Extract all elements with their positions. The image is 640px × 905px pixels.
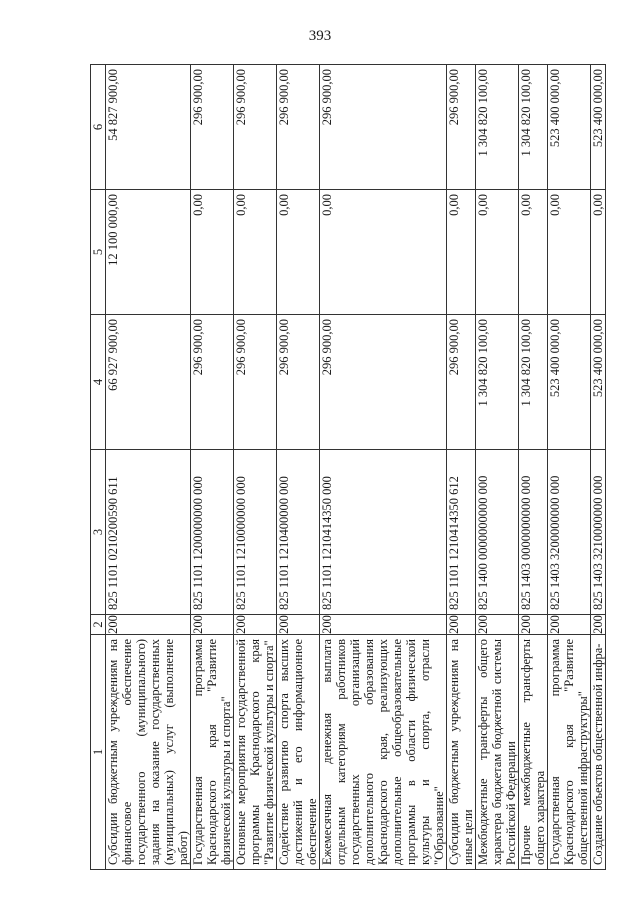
row-value-4: 1 304 820 100,00: [476, 315, 519, 450]
row-value-6: 296 900,00: [234, 65, 277, 190]
table-body: [106, 65, 606, 870]
row-budget-code: 825 1403 3210000000 000: [591, 450, 606, 615]
row-value-5: 0,00: [277, 190, 320, 315]
table-row: [476, 65, 519, 870]
row-col-2: 200: [320, 615, 447, 635]
row-col-2: 200: [548, 615, 591, 635]
row-budget-code: 825 1101 1210400000 000: [277, 450, 320, 615]
row-value-6: 523 400 000,00: [548, 65, 591, 190]
row-col-2: 200: [476, 615, 519, 635]
rotated-table-area: [90, 65, 610, 870]
row-col-2: 200: [191, 615, 234, 635]
row-value-4: 523 400 000,00: [548, 315, 591, 450]
header-row: [91, 65, 106, 870]
row-budget-code: 825 1101 1210414350 612: [447, 450, 476, 615]
row-col-2: 200: [277, 615, 320, 635]
row-budget-code: 825 1101 1210000000 000: [234, 450, 277, 615]
table-row: [234, 65, 277, 870]
table-row: [519, 65, 548, 870]
row-col-2: 200: [447, 615, 476, 635]
row-value-4: 1 304 820 100,00: [519, 315, 548, 450]
row-description: Субсидии бюджетным учреждениям на иные цели: [447, 635, 476, 870]
row-value-4: 296 900,00: [277, 315, 320, 450]
row-budget-code: 825 1403 0000000000 000: [519, 450, 548, 615]
table-row: [548, 65, 591, 870]
row-description: Государственная программа Краснодарского края "Развитие физической культуры и спорта": [191, 635, 234, 870]
row-value-5: 0,00: [320, 190, 447, 315]
row-description: Создание объектов общественной инфра-: [591, 635, 606, 870]
header-col-5: 5: [91, 190, 106, 315]
row-description: Государственная программа Краснодарского края "Развитие общественной инфраструктуры": [548, 635, 591, 870]
row-budget-code: 825 1400 0000000000 000: [476, 450, 519, 615]
row-budget-code: 825 1101 0210200590 611: [106, 450, 191, 615]
row-description: Содействие развитию спорта высших достижений и его информационное обеспечение: [277, 635, 320, 870]
row-description: Межбюджетные трансферты общего характера бюджетам бюджетной системы Российской Федерации: [476, 635, 519, 870]
row-description: Основные мероприятия государственной программы Краснодарского края "Развитие физической культуры и спорта": [234, 635, 277, 870]
row-value-6: 523 400 000,00: [591, 65, 606, 190]
table-row: [106, 65, 191, 870]
row-budget-code: 825 1403 3200000000 000: [548, 450, 591, 615]
budget-table: [90, 64, 606, 870]
row-col-2: 200: [106, 615, 191, 635]
row-budget-code: 825 1101 1200000000 000: [191, 450, 234, 615]
page-number: 393: [308, 28, 332, 44]
row-value-4: 296 900,00: [320, 315, 447, 450]
row-value-4: 296 900,00: [191, 315, 234, 450]
header-col-6: 6: [91, 65, 106, 190]
row-value-5: 0,00: [191, 190, 234, 315]
row-value-5: 0,00: [476, 190, 519, 315]
row-value-6: 296 900,00: [320, 65, 447, 190]
header-col-4: 4: [91, 315, 106, 450]
row-budget-code: 825 1101 1210414350 000: [320, 450, 447, 615]
row-value-5: 0,00: [519, 190, 548, 315]
row-value-5: 0,00: [591, 190, 606, 315]
row-description: Прочие межбюджетные трансферты общего характера: [519, 635, 548, 870]
row-value-6: 296 900,00: [447, 65, 476, 190]
row-value-4: 523 400 000,00: [591, 315, 606, 450]
table-row: [591, 65, 606, 870]
row-col-2: 200: [234, 615, 277, 635]
header-col-1: 1: [91, 635, 106, 870]
row-value-6: 1 304 820 100,00: [519, 65, 548, 190]
row-value-5: 0,00: [447, 190, 476, 315]
table-row: [277, 65, 320, 870]
table-row: [191, 65, 234, 870]
row-col-2: 200: [591, 615, 605, 634]
row-col-2: 200: [519, 615, 548, 635]
row-value-5: 0,00: [234, 190, 277, 315]
row-value-4: 296 900,00: [447, 315, 476, 450]
row-value-4: 296 900,00: [234, 315, 277, 450]
row-value-6: 296 900,00: [191, 65, 234, 190]
row-value-6: 296 900,00: [277, 65, 320, 190]
row-value-4: 66 927 900,00: [106, 315, 191, 450]
table-row: [447, 65, 476, 870]
header-col-2: 2: [91, 615, 106, 635]
row-value-5: 0,00: [548, 190, 591, 315]
table-header: [91, 65, 106, 870]
row-description: Ежемесячная денежная выплата отдельным категориям работников государственных организаций дополнительного образования Краснодарского края, реализующих дополнительные общеобразовательные программы в области физической культуры и спорта, отрасли "Образование": [320, 635, 447, 870]
rotated-table-frame: [90, 65, 610, 870]
row-value-6: 54 827 900,00: [106, 65, 191, 190]
row-value-5: 12 100 000,00: [106, 190, 191, 315]
table-row: [320, 65, 447, 870]
header-col-3: 3: [91, 450, 106, 615]
row-description: Субсидии бюджетным учреждениям на финансовое обеспечение государственного (муниципального) задания на оказание государственных (муниципальных) услуг (выполнение работ): [106, 635, 191, 870]
row-value-6: 1 304 820 100,00: [476, 65, 519, 190]
